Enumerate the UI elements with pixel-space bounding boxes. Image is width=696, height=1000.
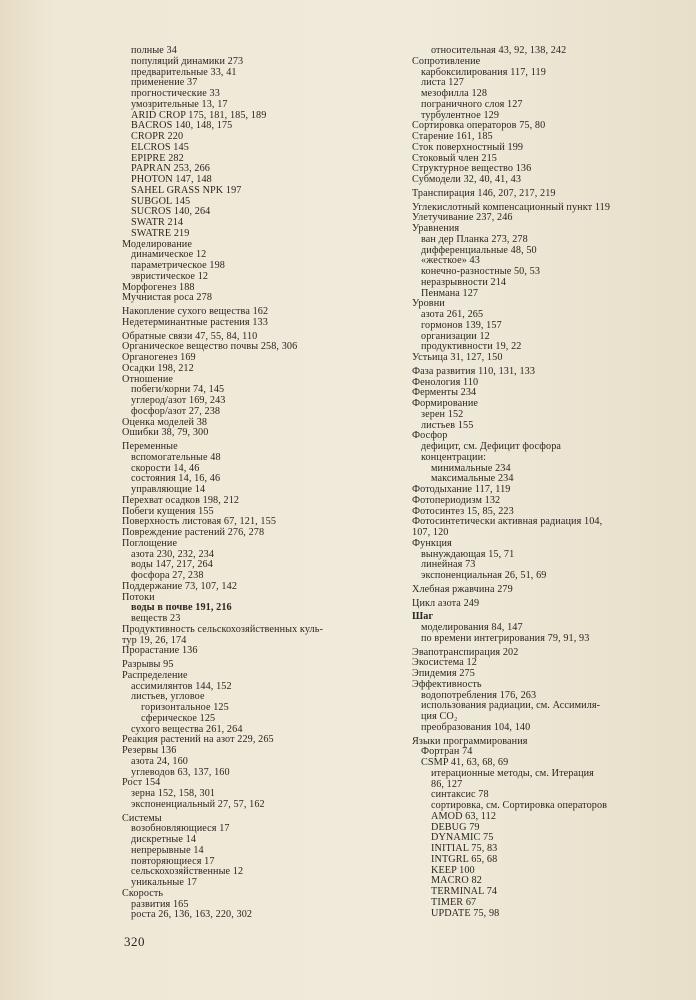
index-entry: KEEP 100: [431, 864, 475, 876]
index-entry: 86, 127: [431, 778, 463, 790]
index-entry: Сортировка операторов 75, 80: [412, 120, 546, 132]
index-entry: Поверхность листовая 67, 121, 155: [122, 516, 277, 528]
index-entry: Ошибки 38, 79, 300: [122, 427, 209, 439]
index-entry: зерна 152, 158, 301: [131, 788, 216, 799]
index-entry: эвристическое 12: [131, 270, 209, 282]
index-entry: Фотосинтетически активная радиация 104,: [412, 516, 603, 528]
index-entry: использования радиации, см. Ассимиля-: [421, 700, 601, 712]
index-entry: гормонов 139, 157: [421, 319, 502, 331]
index-entry: азота 230, 232, 234: [131, 548, 215, 560]
index-entry: неразрывности 214: [421, 276, 507, 288]
index-entry: SWATRE 219: [131, 227, 190, 239]
index-entry: воды в почве 191, 216: [131, 602, 232, 614]
index-entry: Осадки 198, 212: [122, 362, 194, 374]
index-entry: карбоксилирования 117, 119: [421, 66, 546, 78]
index-entry: азота 261, 265: [421, 309, 484, 320]
index-entry: полные 34: [131, 45, 177, 56]
index-entry: CROPR 220: [131, 131, 184, 142]
index-entry: Функция: [412, 537, 452, 549]
index-entry: ция CO₂: [421, 711, 458, 722]
index-entry: турбулентное 129: [421, 109, 500, 121]
index-entry: непрерывные 14: [131, 844, 204, 856]
index-entry: Реакция растений на азот 229, 265: [122, 734, 274, 746]
index-entry: ассимилянтов 144, 152: [131, 680, 232, 692]
index-entry: Углекислотный компенсационный пункт 119: [412, 201, 611, 213]
index-entry: Фенология 110: [412, 376, 479, 388]
index-entry: возобновляющиеся 17: [131, 823, 230, 835]
index-entry: Прорастание 136: [122, 645, 198, 657]
index-column-left: [122, 46, 407, 921]
index-entry: Обратные связи 47, 55, 84, 110: [122, 330, 258, 342]
index-entry: Сток поверхностный 199: [412, 141, 524, 153]
index-entry: AMOD 63, 112: [431, 810, 497, 822]
index-entry: Фотодыхание 117, 119: [412, 484, 511, 495]
index-entry: моделирования 84, 147: [421, 622, 523, 633]
index-entry: Фортран 74: [421, 746, 473, 758]
index-entry: листьев 155: [421, 419, 474, 431]
index-entry: Недетерминантные растения 133: [122, 316, 268, 328]
index-entry: ELCROS 145: [131, 141, 189, 153]
index-entry: синтаксис 78: [431, 789, 489, 801]
index-entry: DYNAMIC 75: [431, 832, 494, 844]
index-entry: прогностические 33: [131, 88, 220, 99]
index-entry: азота 24, 160: [131, 755, 188, 767]
index-entry: дифференциальные 48, 50: [421, 244, 537, 256]
index-entry: листа 127: [421, 77, 464, 89]
index-entry: предварительные 33, 41: [131, 66, 237, 78]
index-entry: Скорость: [122, 887, 164, 899]
index-column-right: [412, 46, 687, 919]
index-entry: сферическое 125: [141, 712, 216, 724]
index-entry: максимальные 234: [431, 473, 514, 485]
index-entry: Фотопериодизм 132: [412, 494, 501, 506]
index-entry: умозрительные 13, 17: [131, 98, 228, 110]
index-entry: Транспирация 146, 207, 217, 219: [412, 187, 556, 199]
index-entry: SWATR 214: [131, 217, 184, 228]
index-entry: Оценка моделей 38: [122, 416, 208, 428]
index-entry: Устьица 31, 127, 150: [412, 352, 503, 363]
index-entry: Резервы 136: [122, 745, 177, 756]
index-entry: Улетучивание 237, 246: [412, 212, 513, 224]
index-entry: углерод/азот 169, 243: [131, 395, 226, 406]
index-entry: Уровни: [412, 298, 445, 310]
index-entry: Фаза развития 110, 131, 133: [412, 365, 536, 377]
index-entry: INTGRL 65, 68: [431, 853, 498, 865]
index-entry: продуктивности 19, 22: [421, 341, 522, 353]
index-entry: SAHEL GRASS NPK 197: [131, 184, 242, 196]
index-entry: управляющие 14: [131, 484, 206, 495]
index-entry: динамическое 12: [131, 249, 207, 261]
index-entry: Системы: [122, 812, 162, 824]
index-entry: ван дер Планка 273, 278: [421, 233, 528, 245]
index-entry: уникальные 17: [131, 877, 197, 888]
index-entry: Старение 161, 185: [412, 131, 493, 142]
index-entry: Рост 154: [122, 777, 161, 789]
index-entry: PAPRAN 253, 266: [131, 163, 210, 175]
index-entry: SUBGOL 145: [131, 195, 191, 207]
index-entry: экспоненциальный 27, 57, 162: [131, 798, 265, 810]
index-entry: Фосфор: [412, 430, 448, 442]
index-entry: Цикл азота 249: [412, 597, 480, 609]
index-entry: Эпидемия 275: [412, 668, 475, 679]
index-entry: параметрическое 198: [131, 260, 226, 271]
index-entry: пограничного слоя 127: [421, 98, 523, 110]
index-entry: углеводов 63, 137, 160: [131, 766, 230, 778]
index-entry: Органическое вещество почвы 258, 306: [122, 341, 298, 353]
index-entry: Мучнистая роса 278: [122, 292, 213, 304]
index-entry: тур 19, 26, 174: [122, 634, 187, 646]
index-entry: Сопротивление: [412, 55, 481, 67]
index-entry: DEBUG 79: [431, 821, 480, 833]
index-entry: Стоковый член 215: [412, 152, 497, 164]
index-entry: PHOTON 147, 148: [131, 174, 212, 185]
index-entry: воды 147, 217, 264: [131, 559, 213, 571]
index-entry: Отношение: [122, 373, 174, 385]
index-entry: зерен 152: [421, 408, 464, 420]
index-entry: вынуждающая 15, 71: [421, 548, 515, 560]
index-entry: Потоки: [122, 591, 155, 603]
index-entry: популяций динамики 273: [131, 55, 244, 67]
index-entry: Эффективность: [412, 678, 482, 690]
index-entry: повторяющиеся 17: [131, 855, 215, 867]
index-entry: CSMP 41, 63, 68, 69: [421, 757, 509, 768]
index-entry: сухого вещества 261, 264: [131, 723, 243, 735]
index-entry: EPIPRE 282: [131, 152, 184, 164]
index-entry: скорости 14, 46: [131, 462, 200, 474]
index-entry: развития 165: [131, 898, 189, 910]
index-entry: экспоненциальная 26, 51, 69: [421, 570, 547, 581]
index-entry: организации 12: [421, 330, 490, 342]
index-entry: Структурное вещество 136: [412, 163, 532, 175]
index-entry: концентрации:: [421, 451, 487, 463]
index-entry: состояния 14, 16, 46: [131, 473, 221, 485]
index-entry: минимальные 234: [431, 462, 511, 474]
index-entry: водопотребления 176, 263: [421, 689, 537, 701]
index-entry: фосфора 27, 238: [131, 570, 204, 581]
index-entry: дискретные 14: [131, 834, 197, 845]
index-entry: SUCROS 140, 264: [131, 206, 211, 218]
index-entry: Накопление сухого вещества 162: [122, 306, 269, 317]
index-entry: Органогенез 169: [122, 352, 196, 363]
index-entry: горизонтальное 125: [141, 702, 229, 713]
index-entry: Поддержание 73, 107, 142: [122, 580, 238, 592]
index-entry: Распределение: [122, 669, 188, 681]
index-entry: итерационные методы, см. Итерация: [431, 767, 594, 779]
page-number: 320: [124, 934, 145, 949]
index-entry: листьев, угловое: [131, 691, 205, 703]
index-entry: Моделирование: [122, 238, 192, 250]
index-entry: Формирование: [412, 398, 478, 409]
index-entry: BACROS 140, 148, 175: [131, 120, 233, 132]
index-entry: «жесткое» 43: [421, 255, 480, 267]
index-entry: ARID CROP 175, 181, 185, 189: [131, 109, 267, 121]
index-entry: Разрывы 95: [122, 659, 174, 670]
index-entry: Побеги кущения 155: [122, 505, 214, 517]
index-entry: конечно-разностные 50, 53: [421, 266, 541, 277]
index-entry: Языки программирования: [412, 735, 528, 747]
index-entry: Хлебная ржавчина 279: [412, 583, 513, 595]
index-entry: роста 26, 136, 163, 220, 302: [131, 909, 253, 921]
index-entry: сортировка, см. Сортировка операторов: [431, 800, 608, 811]
index-entry: Эвапотранспирация 202: [412, 646, 519, 658]
index-entry: 107, 120: [412, 527, 449, 538]
index-entry: побеги/корни 74, 145: [131, 384, 225, 396]
index-entry: Уравнения: [412, 223, 460, 234]
index-entry: Морфогенез 188: [122, 281, 195, 293]
index-entry: MACRO 82: [431, 875, 482, 887]
index-entry: Продуктивность сельскохозяйственных куль-: [122, 623, 323, 635]
index-entry: Поглощение: [122, 537, 178, 549]
index-entry: фосфор/азот 27, 238: [131, 405, 221, 417]
index-entry: вспомогательные 48: [131, 451, 221, 463]
index-entry: TERMINAL 74: [431, 886, 498, 897]
index-entry: Пенмана 127: [421, 287, 479, 299]
index-entry: применение 37: [131, 77, 198, 89]
index-entry: Фотосинтез 15, 85, 223: [412, 505, 514, 517]
index-entry: сельскохозяйственные 12: [131, 866, 244, 878]
index-entry: веществ 23: [131, 613, 181, 624]
index-entry: Экосистема 12: [412, 657, 477, 669]
index-entry: Ферменты 234: [412, 387, 477, 399]
index-entry: дефицит, см. Дефицит фосфора: [421, 441, 562, 452]
index-entry: Переменные: [122, 441, 178, 452]
index-entry: линейная 73: [421, 559, 476, 571]
index-entry: преобразования 104, 140: [421, 721, 531, 733]
index-entry: по времени интегрирования 79, 91, 93: [421, 632, 590, 644]
index-entry: TIMER 67: [431, 896, 477, 908]
index-entry: Субмодели 32, 40, 41, 43: [412, 174, 522, 185]
index-entry: UPDATE 75, 98: [431, 907, 500, 919]
index-entry: мезофилла 128: [421, 88, 488, 99]
index-entry: Шаг: [412, 611, 434, 623]
index-entry: Перехват осадков 198, 212: [122, 494, 240, 506]
index-entry: INITIAL 75, 83: [431, 843, 498, 854]
index-entry: относительная 43, 92, 138, 242: [431, 45, 567, 56]
index-entry: Повреждение растений 276, 278: [122, 527, 265, 538]
